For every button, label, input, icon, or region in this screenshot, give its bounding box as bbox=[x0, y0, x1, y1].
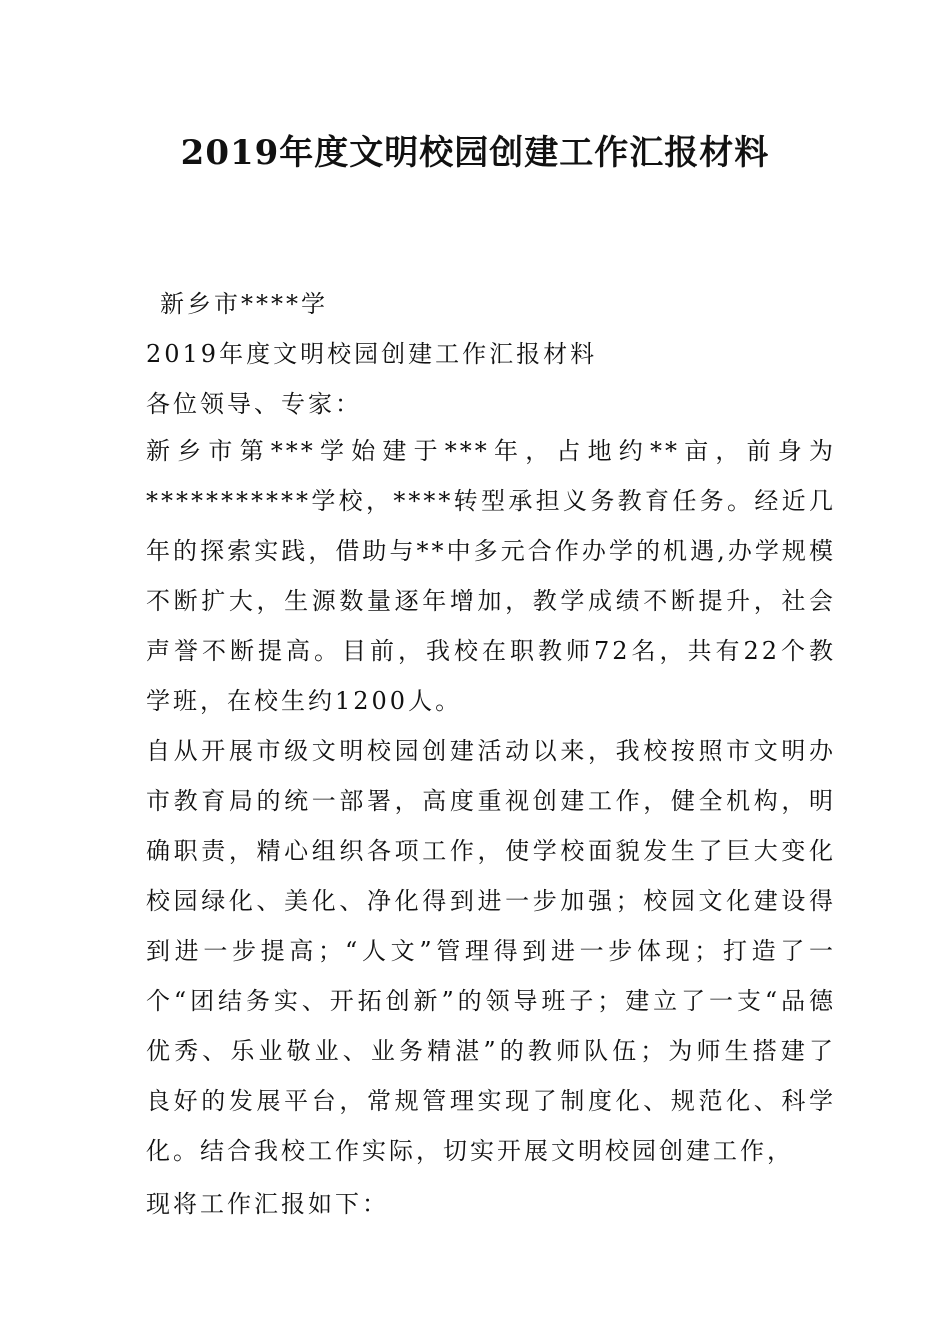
document-subtitle: 2019年度文明校园创建工作汇报材料 bbox=[146, 340, 598, 368]
closing-line: 现将工作汇报如下： bbox=[146, 1190, 389, 1218]
document-title: 2019年度文明校园创建工作汇报材料 bbox=[180, 133, 770, 173]
paragraph-campaign-summary: 自从开展市级文明校园创建活动以来，我校按照市文明办市教育局的统一部署，高度重视创建工作，健全机构，明确职责，精心组织各项工作，使学校面貌发生了巨大变化校园绿化、美化、净化得到进一步加强；校园文化建设得到进一步提高；“人文”管理得到进一步体现；打造了一个“团结务实、开拓创新”的领导班子；建立了一支“品德优秀、乐业敬业、业务精湛”的教师队伍；为师生搭建了良好的发展平台，常规管理实现了制度化、规范化、科学化。结合我校工作实际，切实开展文明校园创建工作， bbox=[146, 737, 836, 1165]
salutation: 各位领导、专家： bbox=[146, 390, 362, 418]
organization-line: 新乡市****学 bbox=[160, 290, 328, 318]
paragraph-school-intro: 新乡市第***学始建于***年，占地约**亩，前身为***********学校，****转型承担义务教育任务。经近几年的探索实践，借助与**中多元合作办学的机遇,办学规模不断扩大，生源数量逐年增加，教学成绩不断提升，社会声誉不断提高。目前，我校在职教师72名，共有22个教学班，在校生约1200人。 bbox=[146, 437, 836, 715]
